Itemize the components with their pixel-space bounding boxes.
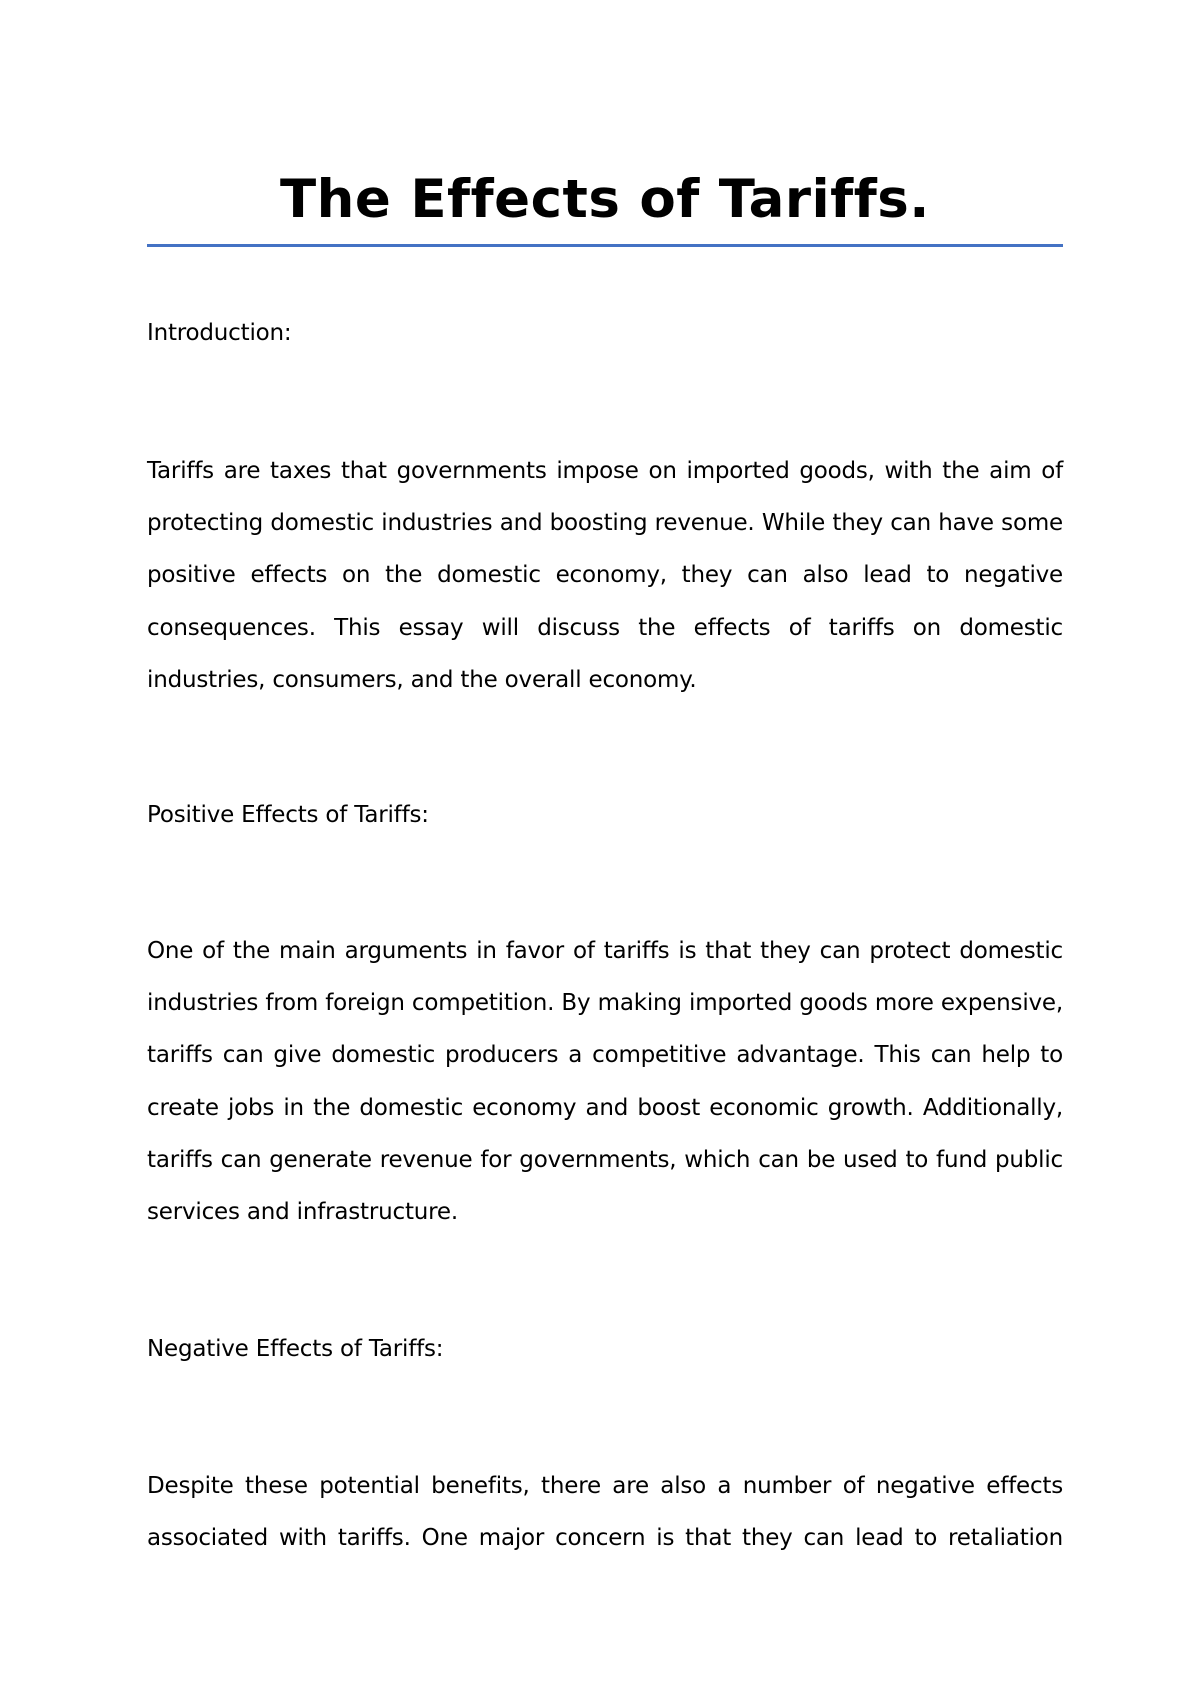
- title-underline: [147, 244, 1063, 247]
- section-heading-negative-effects: Negative Effects of Tariffs:: [147, 1336, 444, 1362]
- section-paragraph-negative-effects: [147, 1460, 1063, 1564]
- page-title: The Effects of Tariffs.: [280, 169, 930, 230]
- paragraph-text: Despite these potential benefits, there are also a number of negative effects associated with tariffs. One major concern is that they can lead to retaliation: [147, 1473, 1063, 1552]
- section-heading-positive-effects: Positive Effects of Tariffs:: [147, 802, 429, 828]
- section-heading-introduction: Introduction:: [147, 320, 292, 346]
- section-paragraph-introduction: [147, 445, 1063, 706]
- paragraph-text: Tariffs are taxes that governments impose on imported goods, with the aim of protecting domestic industries and boosting revenue. While they can have some positive effects on the domestic economy, they can also lead to negative consequences. This essay will discuss the effects of tariffs on domestic industries, consumers, and the overall economy.: [147, 458, 1063, 693]
- paragraph-text: One of the main arguments in favor of tariffs is that they can protect domestic industries from foreign competition. By making imported goods more expensive, tariffs can give domestic producers a competitive advantage. This can help to create jobs in the domestic economy and boost economic growth. Additionally, tariffs can generate revenue for governments, which can be used to fund public services and infrastructure.: [147, 938, 1063, 1226]
- section-paragraph-positive-effects: [147, 925, 1063, 1238]
